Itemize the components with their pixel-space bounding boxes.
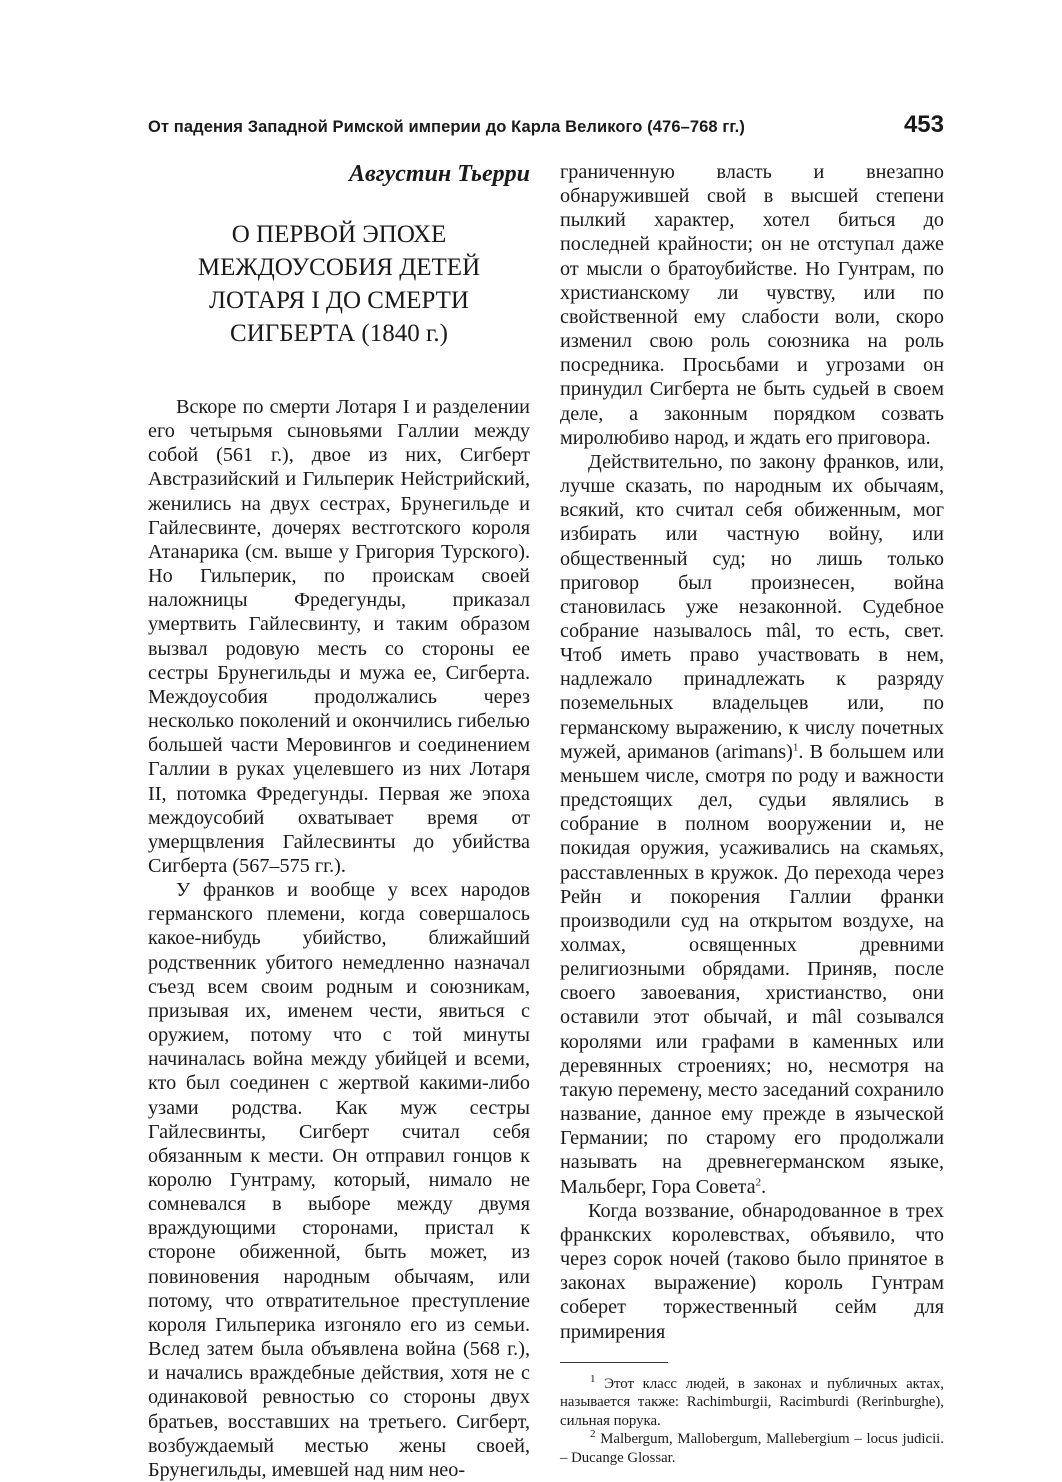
article-author: Августин Тьерри (349, 161, 530, 187)
footnote-mark: 1 (590, 1372, 596, 1385)
footnote-divider (560, 1362, 668, 1363)
paragraph: Когда воззвание, обнародованное в трех франкских королевствах, объявило, что через сорок ночей (таково было принятое в законах выражение) король Гунтрам соберет торжественный сейм для примирения (560, 1199, 944, 1343)
paragraph-continued: граниченную власть и внезапно обнаружившей свой в высшей степени пылкий характер, хотел биться до последней крайности; он не отступал даже от мысли о братоубийстве. Но Гунтрам, по христианскому ли чувству, или по свойственной ему слабости воли, скоро изменил свою роль союзника на роль посредника. Просьбами и угрозами он принудил Сигберта не быть судьей в своем деле, а законным порядком созвать миролюбиво народ, и ждать его приговора. (560, 161, 944, 449)
page-number: 453 (903, 111, 944, 138)
paragraph: У франков и вообще у всех народов германского племени, когда совершалось какое-нибудь убийство, ближайший родственник убитого немедленно назначал съезд всем своим родным и союзникам, призывая их, именем чести, явиться с оружием, потому что с той минуты начиналась война между убийцей и всеми, кто был соединен с жертвой какими-либо узами родства. Как муж сестры Гайлесвинты, Сигберт считал себя обязанным к мести. Он отправил гонцов к королю Гунтраму, который, нимало не сомневался в выборе между двумя враждующими сторонами, пристал к стороне обиженной, быть может, из повиновения народным обычаям, или потому, что отвратительное преступление короля Гильперика изгоняло его из семьи. Вслед затем была объявлена война (568 г.), и начались враждебные действия, хотя не с одинаковой ревностью со стороны двух братьев, восставших на третьего. Сигберт, возбуждаемый местью жены своей, Брунегильды, имевшей над ним нео- (148, 879, 530, 1481)
footnote-mark: 2 (590, 1428, 596, 1441)
footnote (560, 1372, 944, 1431)
paragraph-text: . (761, 1175, 767, 1198)
right-column (560, 160, 944, 1467)
paragraph-text: Действительно, по закону франков, или, лучше сказать, по народным их обычаям, всякий, кто считал себя обиженным, мог избирать или частную войну, или общественный суд; но лишь только приговор был произнесен, война становилась уже незаконной. Судебное собрание называлось mâl, то есть, свет. Чтоб иметь право участвовать в нем, надлежало принадлежать к разряду поземельных владельцев или, по германскому выражению, к числу почетных мужей, ариманов (arimans) (560, 450, 944, 763)
running-head (148, 113, 944, 137)
footnote-text: Этот класс людей, в законах и публичных актах, называется также: Rachimburgii, Racimburdi (Rerinburghe), сильная порука. (560, 1375, 944, 1429)
footnote-ref-2: 2 (755, 1175, 762, 1188)
footnote-text: Malbergum, Mallobergum, Mallebergium – locus judicii. – Ducange Glossar. (560, 1431, 944, 1466)
paragraph-text: . В большем или меньшем числе, смотря по роду и важности предстоящих дел, судьи являлись в собрание в полном вооружении и, не покидая оружия, усаживались на скамьях, расставленных в кружок. До перехода через Рейн и покорения Галлии франки производили суд на открытом воздухе, на холмах, освященных древними религиозными обрядами. Приняв, после своего завоевания, христианство, они оставили этот обычай, и mâl созывался королями или графами в каменных или деревянных строениях; но, несмотря на такую перемену, место заседаний сохранило название, данное ему прежде в языческой Германии; по старому его продолжали называть на древнегерманском языке, Мальберг, Гора Совета (560, 740, 944, 1198)
footnote-ref-1: 1 (792, 741, 799, 754)
footnote (560, 1430, 944, 1467)
running-head-title: От падения Западной Римской империи до Карла Великого (476–768 гг.) (148, 118, 745, 136)
article-title: О ПЕРВОЙ ЭПОХЕ МЕЖДОУСОБИЯ ДЕТЕЙ ЛОТАРЯ I ДО СМЕРТИ СИГБЕРТА (1840 г.) (197, 221, 481, 347)
left-column (148, 160, 530, 1482)
paragraph: Вскоре по смерти Лотаря I и разделении его четырьмя сыновьями Галлии между собой (561 г.), двое из них, Сигберт Австразийский и Гильперик Нейстрийский, женились на двух сестрах, Брунегильде и Гайлесвинте, дочерях вестготского короля Атанарика (см. выше у Григория Турского). Но Гильперик, по проискам своей наложницы Фредегунды, приказал умертвить Гайлесвинту, и таким образом вызвал родовую месть со стороны ее сестры Брунегильды и мужа ее, Сигберта. Междоусобия продолжались через несколько поколений и окончились гибелью большей части Меровингов и соединением Галлии в руках уцелевшего из них Лотаря II, потомка Фредегунды. Первая же эпоха междоусобий охватывает время от умерщвления Гайлесвинты до убийства Сигберта (567–575 гг.). (148, 396, 530, 877)
paragraph (560, 450, 944, 1199)
